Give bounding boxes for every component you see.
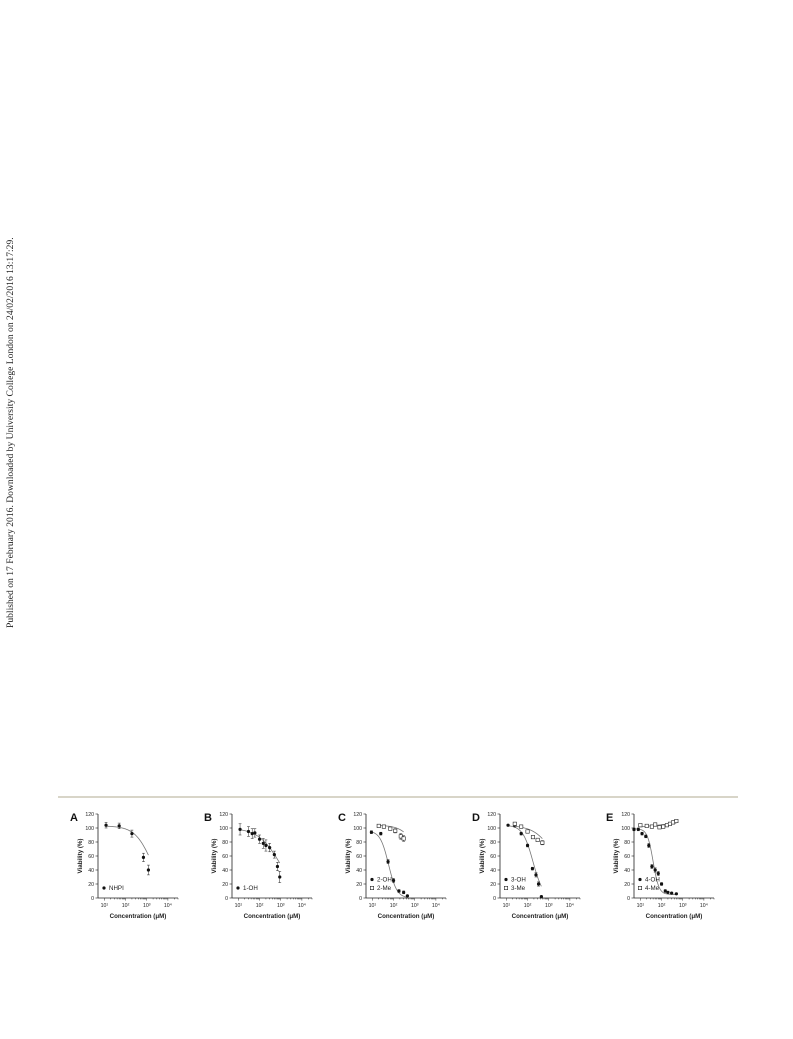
x-tick-label: 10² — [255, 903, 264, 909]
y-tick-label: 120 — [353, 811, 362, 818]
data-point — [647, 844, 650, 847]
data-point — [640, 832, 643, 835]
y-tick-label: 60 — [624, 853, 630, 860]
data-point — [654, 868, 657, 871]
data-point — [382, 825, 385, 828]
fit-curve-nhpi — [106, 826, 148, 855]
data-point — [645, 824, 648, 827]
legend-label: 2-OH — [377, 876, 392, 884]
y-tick-label: 20 — [222, 881, 228, 888]
legend-marker — [638, 878, 641, 881]
data-point — [540, 895, 543, 898]
y-tick-label: 80 — [624, 839, 630, 846]
legend-label: 3-Me — [511, 885, 526, 892]
y-tick-label: 20 — [490, 881, 496, 888]
y-tick-label: 60 — [490, 853, 496, 860]
x-tick-label: 10² — [389, 903, 398, 909]
data-point — [379, 832, 382, 835]
section-divider — [58, 796, 738, 798]
panel-b — [204, 812, 312, 920]
data-point — [671, 821, 674, 824]
data-point — [247, 830, 250, 833]
y-tick-label: 20 — [624, 881, 630, 888]
x-tick-label: 10⁴ — [565, 903, 574, 909]
data-point — [238, 828, 241, 831]
data-point — [658, 826, 661, 829]
data-point — [278, 875, 281, 878]
data-point — [253, 831, 256, 834]
legend-marker — [370, 878, 373, 881]
y-axis-title: Viability (%) — [77, 838, 84, 874]
data-point — [268, 846, 271, 849]
data-point — [389, 827, 392, 830]
y-tick-label: 120 — [621, 811, 630, 818]
data-point — [118, 824, 121, 827]
data-point — [650, 865, 653, 868]
panel-a — [70, 812, 178, 920]
data-point — [653, 823, 656, 826]
data-point — [536, 838, 539, 841]
y-tick-label: 40 — [624, 867, 630, 874]
legend-label: 4-Me — [645, 885, 660, 892]
x-tick-label: 10³ — [142, 903, 151, 909]
x-tick-label: 10⁴ — [431, 903, 440, 909]
x-tick-label: 10¹ — [100, 903, 109, 909]
data-point — [104, 824, 107, 827]
x-tick-label: 10¹ — [368, 903, 377, 909]
x-axis-title: Concentration (μM) — [511, 913, 569, 920]
x-tick-label: 10² — [121, 903, 130, 909]
data-point — [639, 824, 642, 827]
data-point — [273, 853, 276, 856]
legend-marker — [102, 886, 105, 889]
y-tick-label: 80 — [222, 839, 228, 846]
data-point — [675, 892, 678, 895]
data-point — [506, 824, 509, 827]
y-tick-label: 100 — [85, 825, 94, 832]
legend-marker — [370, 886, 373, 889]
data-point — [392, 879, 395, 882]
y-tick-label: 100 — [353, 825, 362, 832]
data-point — [537, 882, 540, 885]
y-tick-label: 80 — [356, 839, 362, 846]
x-tick-label: 10³ — [410, 903, 419, 909]
data-point — [262, 842, 265, 845]
x-axis-title: Concentration (μM) — [109, 913, 167, 920]
x-tick-label: 10⁴ — [163, 903, 172, 909]
y-tick-label: 60 — [356, 853, 362, 860]
data-point — [650, 825, 653, 828]
y-tick-label: 0 — [493, 895, 496, 902]
x-axis-title: Concentration (μM) — [377, 913, 435, 920]
data-point — [637, 828, 640, 831]
download-watermark: Published on 17 February 2016. Downloaded by University College London on 24/02/2016 13:17:29. — [5, 237, 16, 628]
panel-letter: A — [70, 812, 78, 824]
panel-c — [338, 812, 446, 920]
y-tick-label: 80 — [490, 839, 496, 846]
data-point — [657, 872, 660, 875]
panel-letter: D — [472, 812, 480, 824]
y-tick-label: 20 — [356, 881, 362, 888]
y-tick-label: 40 — [356, 867, 362, 874]
data-point — [520, 832, 523, 835]
x-axis-title: Concentration (μM) — [243, 913, 301, 920]
y-tick-label: 100 — [219, 825, 228, 832]
y-tick-label: 40 — [222, 867, 228, 874]
y-tick-label: 0 — [91, 895, 94, 902]
y-axis-title: Viability (%) — [613, 838, 620, 874]
data-point — [666, 891, 669, 894]
y-tick-label: 40 — [490, 867, 496, 874]
x-tick-label: 10⁴ — [699, 903, 708, 909]
panel-e — [606, 812, 714, 920]
data-point — [662, 825, 665, 828]
y-tick-label: 20 — [88, 881, 94, 888]
y-tick-label: 120 — [487, 811, 496, 818]
legend-label: 4-OH — [645, 876, 660, 884]
panel-d — [472, 812, 580, 920]
y-tick-label: 60 — [88, 853, 94, 860]
legend-marker — [236, 886, 239, 889]
data-point — [258, 838, 261, 841]
data-point — [386, 860, 389, 863]
data-point — [670, 892, 673, 895]
data-point — [142, 856, 145, 859]
y-axis-title: Viability (%) — [479, 838, 486, 874]
legend-label: 3-OH — [511, 876, 526, 884]
data-point — [276, 865, 279, 868]
y-axis-title: Viability (%) — [211, 838, 218, 874]
legend-label: 2-Me — [377, 885, 392, 892]
data-point — [264, 844, 267, 847]
legend-marker — [504, 886, 507, 889]
panel-letter: E — [606, 812, 614, 824]
y-tick-label: 100 — [621, 825, 630, 832]
data-point — [675, 819, 678, 822]
x-tick-label: 10³ — [678, 903, 687, 909]
panel-letter: B — [204, 812, 212, 824]
x-tick-label: 10² — [523, 903, 532, 909]
legend-marker — [638, 886, 641, 889]
data-point — [519, 825, 522, 828]
y-axis-title: Viability (%) — [345, 838, 352, 874]
data-point — [541, 841, 544, 844]
y-tick-label: 0 — [225, 895, 228, 902]
viability-figure — [58, 806, 738, 924]
data-point — [660, 882, 663, 885]
data-point — [402, 837, 405, 840]
data-point — [377, 824, 380, 827]
data-point — [526, 830, 529, 833]
data-point — [130, 832, 133, 835]
data-point — [526, 844, 529, 847]
x-tick-label: 10¹ — [234, 903, 243, 909]
y-tick-label: 120 — [219, 811, 228, 818]
y-tick-label: 40 — [88, 867, 94, 874]
x-tick-label: 10² — [657, 903, 666, 909]
y-tick-label: 100 — [487, 825, 496, 832]
legend-label: 1-OH — [243, 885, 258, 892]
data-point — [632, 828, 635, 831]
panel-letter: C — [338, 812, 346, 824]
data-point — [531, 867, 534, 870]
y-tick-label: 60 — [222, 853, 228, 860]
data-point — [534, 873, 537, 876]
y-tick-label: 0 — [359, 895, 362, 902]
data-point — [370, 831, 373, 834]
data-point — [406, 894, 409, 897]
data-point — [394, 829, 397, 832]
x-tick-label: 10¹ — [502, 903, 511, 909]
y-tick-label: 120 — [85, 811, 94, 818]
x-tick-label: 10³ — [276, 903, 285, 909]
data-point — [397, 889, 400, 892]
x-tick-label: 10³ — [544, 903, 553, 909]
x-tick-label: 10⁴ — [297, 903, 306, 909]
legend-label: NHPI — [109, 885, 124, 892]
data-point — [402, 891, 405, 894]
data-point — [531, 835, 534, 838]
data-point — [644, 835, 647, 838]
y-tick-label: 80 — [88, 839, 94, 846]
data-point — [147, 868, 150, 871]
x-axis-title: Concentration (μM) — [645, 913, 703, 920]
x-tick-label: 10¹ — [636, 903, 645, 909]
legend-marker — [504, 878, 507, 881]
data-point — [513, 822, 516, 825]
y-tick-label: 0 — [627, 895, 630, 902]
